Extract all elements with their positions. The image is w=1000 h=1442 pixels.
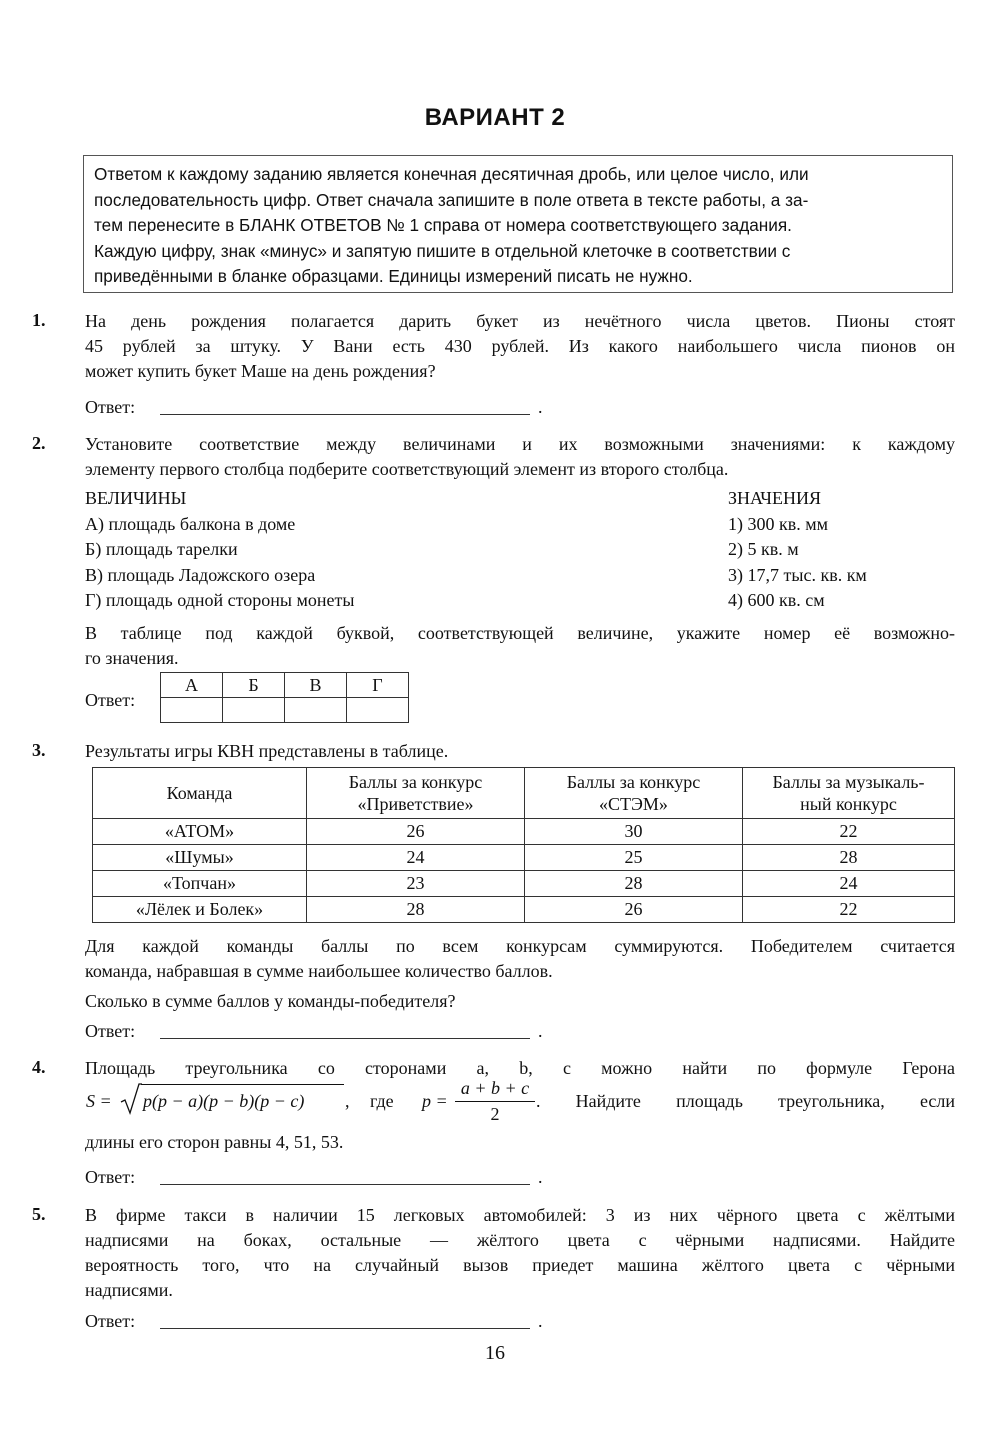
task-1-text: может купить букет Маше на день рождения?	[85, 361, 436, 381]
kvn-results-table	[92, 767, 955, 923]
task-4-answer-field[interactable]	[160, 1184, 530, 1185]
task-1-answer-label: Ответ:	[85, 397, 136, 417]
quantities-header: ВЕЛИЧИНЫ	[85, 488, 187, 508]
formula-root: p(p − a)(p − b)(p − c)	[143, 1091, 305, 1111]
task-4-answer-label: Ответ:	[85, 1167, 136, 1187]
task-1-answer-field[interactable]	[160, 414, 530, 415]
task-3-text: Результаты игры КВН представлены в таблице.	[85, 741, 449, 761]
task-2-text: го значения.	[85, 648, 179, 668]
table-row: «Шумы» 24 25 28	[93, 845, 955, 871]
formula-s: S =	[86, 1091, 112, 1111]
instruction-line: тем перенесите в БЛАНК ОТВЕТОВ № 1 справа от номера соответствующего задания.	[94, 215, 792, 236]
task-4-text: Площадь треугольника со сторонами a, b, c можно найти по формуле Герона	[85, 1058, 955, 1078]
value-item: 3) 17,7 тыс. кв. км	[728, 565, 867, 585]
values-header: ЗНАЧЕНИЯ	[728, 488, 821, 508]
task-3-text: Для каждой команды баллы по всем конкурсам суммируются. Победителем считается	[85, 936, 955, 956]
sqrt-sign-icon	[120, 1082, 142, 1116]
task-3-answer-label: Ответ:	[85, 1021, 136, 1041]
table-header: Команда	[93, 768, 307, 819]
fraction-numerator: a + b + c	[460, 1078, 530, 1098]
formula-comma: ,	[345, 1091, 350, 1111]
page-number: 16	[485, 1342, 505, 1364]
value-item: 1) 300 кв. мм	[728, 514, 829, 534]
quantity-item: Б) площадь тарелки	[85, 539, 238, 559]
task-4-text: длины его сторон равны 4, 51, 53.	[85, 1132, 344, 1152]
task-1-text: На день рождения полагается дарить букет из нечётного числа цветов. Пионы стоят	[85, 311, 955, 331]
task-5-text: вероятность того, что на случайный вызов приедет машина жёлтого цвета с чёрными	[85, 1255, 955, 1275]
quantity-item: Г) площадь одной стороны монеты	[85, 590, 355, 610]
formula-fraction	[455, 1078, 535, 1125]
task-3-number: 3.	[32, 740, 46, 760]
quantity-item: В) площадь Ладожского озера	[85, 565, 316, 585]
grid-answer-cell[interactable]	[285, 698, 347, 723]
page-title: ВАРИАНТ 2	[424, 104, 566, 131]
grid-answer-cell[interactable]	[347, 698, 409, 723]
instruction-line: Каждую цифру, знак «минус» и запятую пишите в отдельной клеточке в соответствии с	[94, 240, 791, 261]
task-4-answer-dot: .	[538, 1167, 543, 1187]
grid-letter: А	[161, 673, 223, 698]
task-4-text: . Найдите площадь треугольника, если	[536, 1091, 955, 1111]
instructions-box	[83, 155, 953, 293]
task-1-number: 1.	[32, 310, 46, 330]
task-4-number: 4.	[32, 1057, 46, 1077]
task-2-number: 2.	[32, 433, 46, 453]
task-2-text: Установите соответствие между величинами и их возможными значениями: к каждому	[85, 434, 955, 454]
task-2-text: элементу первого столбца подберите соответствующий элемент из второго столбца.	[85, 459, 729, 479]
task-2-answer-grid	[160, 672, 409, 723]
instruction-line: Ответом к каждому заданию является конечная десятичная дробь, или целое число, или	[94, 164, 809, 184]
table-row: «Лёлек и Болек» 28 26 22	[93, 897, 955, 923]
task-3-text: команда, набравшая в сумме наибольшее количество баллов.	[85, 961, 553, 981]
table-header: Баллы за музыкаль- ный конкурс	[743, 768, 955, 819]
grid-letter: Г	[347, 673, 409, 698]
task-2-answer-label: Ответ:	[85, 690, 136, 710]
task-1-answer-dot: .	[538, 397, 543, 417]
table-row: «Топчан» 23 28 24	[93, 871, 955, 897]
grid-letter: Б	[223, 673, 285, 698]
table-row: «АТОМ» 26 30 22	[93, 819, 955, 845]
task-5-text: надписями.	[85, 1280, 173, 1300]
formula-where: где	[370, 1091, 394, 1111]
task-5-text: В фирме такси в наличии 15 легковых автомобилей: 3 из них чёрного цвета с жёлтыми	[85, 1205, 955, 1225]
task-5-answer-dot: .	[538, 1311, 543, 1331]
task-3-answer-field[interactable]	[160, 1038, 530, 1039]
task-5-number: 5.	[32, 1204, 46, 1224]
value-item: 2) 5 кв. м	[728, 539, 799, 559]
grid-answer-cell[interactable]	[161, 698, 223, 723]
instruction-line: приведёнными в бланке образцами. Единицы измерений писать не нужно.	[94, 266, 693, 287]
formula-p: p =	[422, 1091, 448, 1111]
task-2-text: В таблице под каждой буквой, соответствующей величине, укажите номер её возможно-	[85, 623, 955, 643]
grid-letter: В	[285, 673, 347, 698]
grid-answer-cell[interactable]	[223, 698, 285, 723]
task-3-question: Сколько в сумме баллов у команды-победителя?	[85, 991, 456, 1011]
table-header: Баллы за конкурс «СТЭМ»	[525, 768, 743, 819]
sqrt-bar	[141, 1084, 344, 1085]
instruction-line: последовательность цифр. Ответ сначала запишите в поле ответа в тексте работы, а за-	[94, 189, 809, 210]
quantity-item: А) площадь балкона в доме	[85, 514, 296, 534]
task-1-text: 45 рублей за штуку. У Вани есть 430 рублей. Из какого наибольшего числа пионов он	[85, 336, 955, 356]
task-5-answer-field[interactable]	[160, 1328, 530, 1329]
value-item: 4) 600 кв. см	[728, 590, 825, 610]
fraction-denominator: 2	[490, 1104, 500, 1124]
task-5-answer-label: Ответ:	[85, 1311, 136, 1331]
task-5-text: надписями на боках, остальные — жёлтого цвета с чёрными надписями. Найдите	[85, 1230, 955, 1250]
task-3-answer-dot: .	[538, 1021, 543, 1041]
table-header: Баллы за конкурс «Приветствие»	[307, 768, 525, 819]
